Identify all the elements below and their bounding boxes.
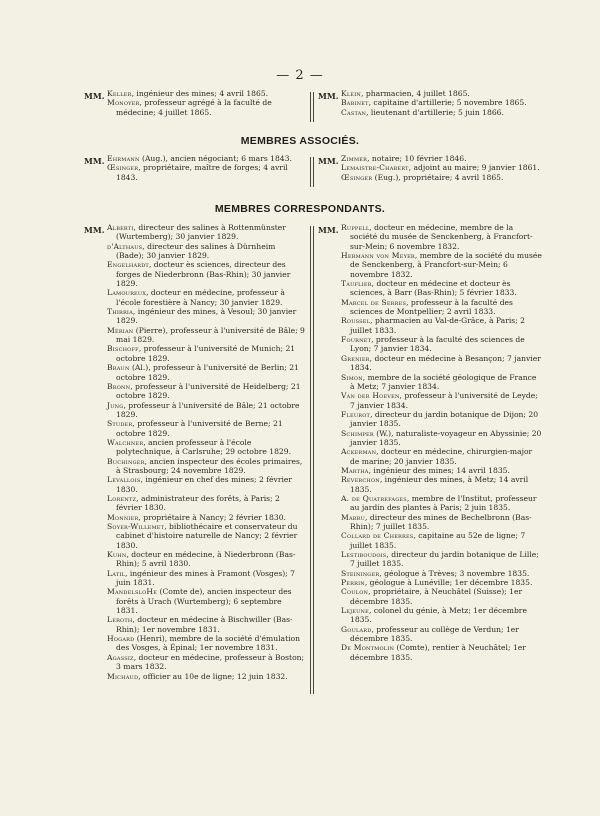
member-name: Hogard xyxy=(107,634,135,644)
member-details: , ingénieur des mines; 14 avril 1835. xyxy=(368,465,510,475)
member-name: Zimmer xyxy=(341,154,368,163)
member-details: , ancien inspecteur des écoles primaires, à Strasbourg; 24 novembre 1829. xyxy=(116,456,303,475)
correspondants-left-column xyxy=(107,223,305,681)
member-name: Hermann von Meyer xyxy=(341,251,415,261)
member-entry xyxy=(341,89,541,98)
associes-right-column xyxy=(341,154,541,182)
member-name: Marcel de Serres xyxy=(341,297,407,307)
member-entry xyxy=(107,550,305,569)
member-entry xyxy=(107,522,305,550)
member-details: , pharmacien au Val-de-Grâce, à Paris; 2 juillet 1833. xyxy=(350,316,525,335)
member-name: Bronn xyxy=(107,381,131,391)
member-entry xyxy=(107,475,305,494)
member-name: Lestiboudois xyxy=(341,550,387,560)
member-name: Marthá xyxy=(341,465,369,475)
member-entry xyxy=(341,587,542,606)
member-details: , membre de la société du musée de Senckenberg, à Francfort-sur-Mein; 6 novembre 1832. xyxy=(350,251,542,279)
column-divider xyxy=(313,157,314,187)
member-details: , ingénieur des mines à Framont (Vosges); 7 juin 1831. xyxy=(116,568,295,588)
member-name: Engelhardt xyxy=(107,260,149,270)
mm-label: MM. xyxy=(318,156,339,166)
member-entry xyxy=(107,634,305,653)
member-name: Castan xyxy=(341,107,367,117)
member-entry xyxy=(341,108,541,117)
member-details: , géologue à Trèves; 3 novembre 1835. xyxy=(379,568,530,578)
member-details: , docteur ès sciences, directeur des forges de Niederbronn (Bas-Rhin); 30 janvier 1829. xyxy=(116,260,291,289)
member-details: , professeur au collège de Verdun; 1er décembre 1835. xyxy=(350,624,519,644)
member-details: , administrateur des forêts, à Paris; 2 février 1830. xyxy=(116,493,280,513)
member-entry xyxy=(341,173,541,182)
member-entry xyxy=(107,672,305,681)
member-name: Mérian xyxy=(107,325,134,335)
member-entry xyxy=(341,429,542,448)
member-entry xyxy=(341,279,542,298)
member-details: , docteur en médecine, chirurgien-major de marine; 20 janvier 1835. xyxy=(350,447,533,466)
member-name: Steininger xyxy=(341,568,380,578)
member-details: , professeur à l'université de Berne; 21 octobre 1829. xyxy=(116,419,283,438)
member-name: Leroth xyxy=(107,615,133,625)
member-name: Braun xyxy=(107,363,130,373)
member-entry xyxy=(107,260,305,288)
member-details: (Pierre), professeur à l'université de Bâle; 9 mai 1829. xyxy=(116,325,305,345)
member-details: , docteur en médecine, membre de la société du musée de Senckenberg, à Francfort-sur-Mein; 6 novembre 1832. xyxy=(350,223,533,251)
member-name: Roussel xyxy=(341,316,371,326)
member-details: , capitaine au 52e de ligne; 7 juillet 1835. xyxy=(350,531,526,550)
member-name: Perrin xyxy=(341,578,365,588)
member-name: Babinet xyxy=(341,98,369,108)
member-entry xyxy=(107,163,305,182)
member-details: (Aug.), ancien négociant; 6 mars 1843. xyxy=(139,154,292,163)
member-name: Buchinger xyxy=(107,456,145,466)
member-details: , directeur des mines de Bechelbronn (Bas-Rhin); 7 juillet 1835. xyxy=(350,512,532,531)
member-name: Kuhn xyxy=(107,550,127,560)
member-name: De Montmolin xyxy=(341,643,395,653)
member-details: , propriétaire, à Neuchâtel (Suisse); 1er décembre 1835. xyxy=(350,587,523,606)
member-name: MandelsloHe xyxy=(107,587,158,597)
top-left-column xyxy=(107,89,302,117)
member-details: , docteur en médecine et docteur ès sciences, à Barr (Bas-Rhin); 5 février 1833. xyxy=(350,279,517,298)
member-entry xyxy=(107,457,305,476)
member-entry xyxy=(341,466,542,475)
member-name: Alberti xyxy=(107,223,134,232)
member-details: (Comte de), ancien inspecteur des forêts à Urach (Wurtemberg); 6 septembre 1831. xyxy=(116,587,292,616)
member-details: , professeur à l'université de Heidelberg; 21 octobre 1829. xyxy=(116,381,301,401)
associes-left-column xyxy=(107,154,305,182)
member-details: , colonel du génie, à Metz; 1er décembre 1835. xyxy=(350,606,527,625)
member-name: d'Althaus xyxy=(107,241,143,251)
member-name: Klein xyxy=(341,89,361,98)
member-name: Jung xyxy=(107,400,124,410)
member-entry xyxy=(341,569,542,578)
member-entry xyxy=(107,494,305,513)
member-details: , adjoint au maire; 9 janvier 1861. xyxy=(408,163,540,173)
member-details: , ingénieur des mines; 4 avril 1865. xyxy=(131,89,269,98)
associes-heading: MEMBRES ASSOCIÉS. xyxy=(240,135,360,147)
member-entry xyxy=(341,410,542,429)
member-name: Fournet xyxy=(341,335,372,345)
member-name: A. de Quatrefages xyxy=(341,493,407,503)
correspondants-right-column xyxy=(341,223,542,662)
member-name: Michaud xyxy=(107,671,139,681)
member-name: Lemaistre-Chabert xyxy=(341,163,409,173)
member-details: , pharmacien, 4 juillet 1865. xyxy=(361,89,470,98)
member-name: Soyer-Willemet xyxy=(107,522,165,531)
member-name: Fleurot xyxy=(341,409,371,419)
member-details: , professeur à la faculté des sciences de Lyon; 7 janvier 1834. xyxy=(350,335,525,354)
member-name: Latil xyxy=(107,568,126,578)
member-entry xyxy=(341,316,542,335)
member-details: , propriétaire, maître de forges; 4 avril 1843. xyxy=(116,163,288,182)
member-details: , capitaine d'artillerie; 5 novembre 1865. xyxy=(368,98,527,108)
column-divider xyxy=(310,157,311,187)
member-entry xyxy=(341,354,542,373)
member-details: , ingénieur des mines, à Metz; 14 avril 1835. xyxy=(350,475,529,494)
member-name: Grenier xyxy=(341,353,370,363)
member-details: , directeur du jardin botanique de Lille; 7 juillet 1835. xyxy=(350,550,539,569)
member-name: Ackerman xyxy=(341,447,377,457)
member-details: , notaire; 10 février 1846. xyxy=(367,154,467,163)
member-entry xyxy=(341,494,542,513)
member-name: Monnier xyxy=(107,512,139,522)
member-details: , ingénieur en chef des mines; 2 février 1830. xyxy=(116,475,292,494)
top-right-column xyxy=(341,89,541,117)
member-entry xyxy=(341,578,542,587)
member-details: (W.), naturaliste-voyageur en Abyssinie; 20 janvier 1835. xyxy=(350,428,542,447)
member-name: Keller xyxy=(107,89,132,98)
member-name: Schimper xyxy=(341,428,374,438)
member-name: Studer xyxy=(107,419,133,429)
member-details: , directeur du jardin botanique de Dijon; 20 janvier 1835. xyxy=(350,409,539,429)
member-details: , docteur en médecine, à Niederbronn (Bas-Rhin); 5 avril 1830. xyxy=(116,550,296,569)
member-name: Tauflier xyxy=(341,279,372,289)
member-name: Walchner xyxy=(107,437,144,447)
member-details: , officier au 10e de ligne; 12 juin 1832. xyxy=(138,671,288,681)
column-divider xyxy=(313,226,314,694)
member-entry xyxy=(107,587,305,615)
member-details: (Eug.), propriétaire; 4 avril 1865. xyxy=(372,172,504,182)
member-entry xyxy=(107,154,305,163)
member-details: , directeur des salines à Dürnheim (Bade); 30 janvier 1829. xyxy=(116,241,276,261)
member-entry xyxy=(341,625,542,644)
page-number: — 2 — xyxy=(276,68,324,83)
mm-label: MM. xyxy=(84,91,105,101)
member-entry xyxy=(107,653,305,672)
member-details: , géologue à Lunéville; 1er décembre 1835. xyxy=(364,578,533,588)
member-entry xyxy=(107,307,305,326)
member-name: Monoyer xyxy=(107,98,140,108)
member-entry xyxy=(107,89,302,98)
member-name: Van der Hoeven xyxy=(341,391,400,401)
mm-label: MM. xyxy=(318,91,339,101)
member-name: Lorentz xyxy=(107,493,137,503)
member-name: Lamoureux xyxy=(107,288,147,298)
column-divider xyxy=(310,92,311,122)
member-details: , docteur en médecine, professeur à Boston; 3 mars 1832. xyxy=(116,652,305,672)
member-entry xyxy=(341,298,542,317)
member-details: , docteur en médecine à Bischwiller (Bas-Rhin); 1er novembre 1831. xyxy=(116,615,293,634)
member-details: , membre de l'Institut, professeur au jardin des plantes à Paris; 2 juin 1835. xyxy=(350,493,537,513)
member-entry xyxy=(341,550,542,569)
member-details: , professeur à l'université de Leyde; 7 janvier 1834. xyxy=(350,391,538,410)
member-details: , professeur à l'université de Bâle; 21 octobre 1829. xyxy=(116,400,300,419)
column-divider xyxy=(313,92,314,122)
member-details: , ingénieur des mines, à Vesoul; 30 janvier 1829. xyxy=(116,307,297,326)
mm-label: MM. xyxy=(318,225,339,235)
member-details: , docteur en médecine à Besançon; 7 janvier 1834. xyxy=(350,353,541,373)
member-entry xyxy=(341,335,542,354)
member-details: , bibliothécaire et conservateur du cabinet d'histoire naturelle de Nancy; 2 février 1830. xyxy=(116,522,298,550)
member-entry xyxy=(107,223,305,242)
mm-label: MM. xyxy=(84,225,105,235)
member-entry xyxy=(341,223,542,251)
member-details: , lieutenant d'artillerie; 5 juin 1866. xyxy=(366,107,504,117)
mm-label: MM. xyxy=(84,156,105,166)
member-entry xyxy=(107,513,305,522)
member-name: Ruppell xyxy=(341,223,370,232)
member-name: Bischoff xyxy=(107,344,139,354)
member-name: Goulard xyxy=(341,624,372,634)
member-name: Levallois xyxy=(107,475,141,485)
member-entry xyxy=(341,251,542,279)
member-details: , docteur en médecine, professeur à l'école forestière à Nancy; 30 janvier 1829. xyxy=(116,288,285,307)
member-details: , propriétaire à Nancy; 2 février 1830. xyxy=(138,512,286,522)
member-entry xyxy=(107,438,305,457)
member-name: Ehrmann xyxy=(107,154,140,163)
member-entry xyxy=(107,382,305,401)
member-entry xyxy=(107,98,302,117)
member-name: Reverchon xyxy=(341,475,380,485)
member-details: , ancien professeur à l'école polytechnique, à Carlsruhe; 29 octobre 1829. xyxy=(116,437,292,457)
member-entry xyxy=(107,326,305,345)
member-entry xyxy=(107,569,305,588)
member-name: Œsinger xyxy=(341,172,373,182)
member-details: , membre de la société géologique de France à Metz; 7 janvier 1834. xyxy=(350,372,537,391)
member-name: Lejeune xyxy=(341,606,369,616)
member-name: Collard de Cherres xyxy=(341,531,414,541)
member-entry xyxy=(107,242,305,261)
member-entry xyxy=(107,288,305,307)
member-entry xyxy=(107,419,305,438)
member-details: , professeur à l'université de Munich; 21 octobre 1829. xyxy=(116,344,296,363)
member-entry xyxy=(107,363,305,382)
member-name: Œsinger xyxy=(107,163,139,173)
member-entry xyxy=(341,643,542,662)
member-entry xyxy=(107,344,305,363)
member-name: Mabru xyxy=(341,512,366,522)
member-entry xyxy=(341,98,541,107)
member-entry xyxy=(341,606,542,625)
member-details: (Henri), membre de la société d'émulation des Vosges, à Épinal; 1er novembre 1831. xyxy=(116,634,301,653)
member-entry xyxy=(107,401,305,420)
member-entry xyxy=(341,163,541,172)
correspondants-heading: MEMBRES CORRESPONDANTS. xyxy=(214,203,386,215)
member-entry xyxy=(341,373,542,392)
member-entry xyxy=(341,447,542,466)
member-entry xyxy=(341,154,541,163)
member-entry xyxy=(341,391,542,410)
member-name: Agassiz xyxy=(107,652,134,662)
member-entry xyxy=(107,615,305,634)
member-entry xyxy=(341,513,542,532)
member-name: Simon xyxy=(341,372,363,382)
column-divider xyxy=(310,226,311,694)
member-details: , directeur des salines à Rottenmünster (Wurtemberg); 30 janvier 1829. xyxy=(116,223,286,242)
member-details: (Comte), rentier à Neuchâtel; 1er décembre 1835. xyxy=(350,643,526,662)
member-entry xyxy=(341,475,542,494)
member-name: Coulon xyxy=(341,587,369,597)
member-entry xyxy=(341,531,542,550)
member-name: Thirria xyxy=(107,307,133,317)
member-details: , professeur à la faculté des sciences de Montpellier; 2 avril 1833. xyxy=(350,297,513,317)
member-details: (Al.), professeur à l'université de Berlin; 21 octobre 1829. xyxy=(116,363,299,382)
member-details: , professeur agrégé à la faculté de médecine; 4 juillet 1865. xyxy=(116,98,272,117)
